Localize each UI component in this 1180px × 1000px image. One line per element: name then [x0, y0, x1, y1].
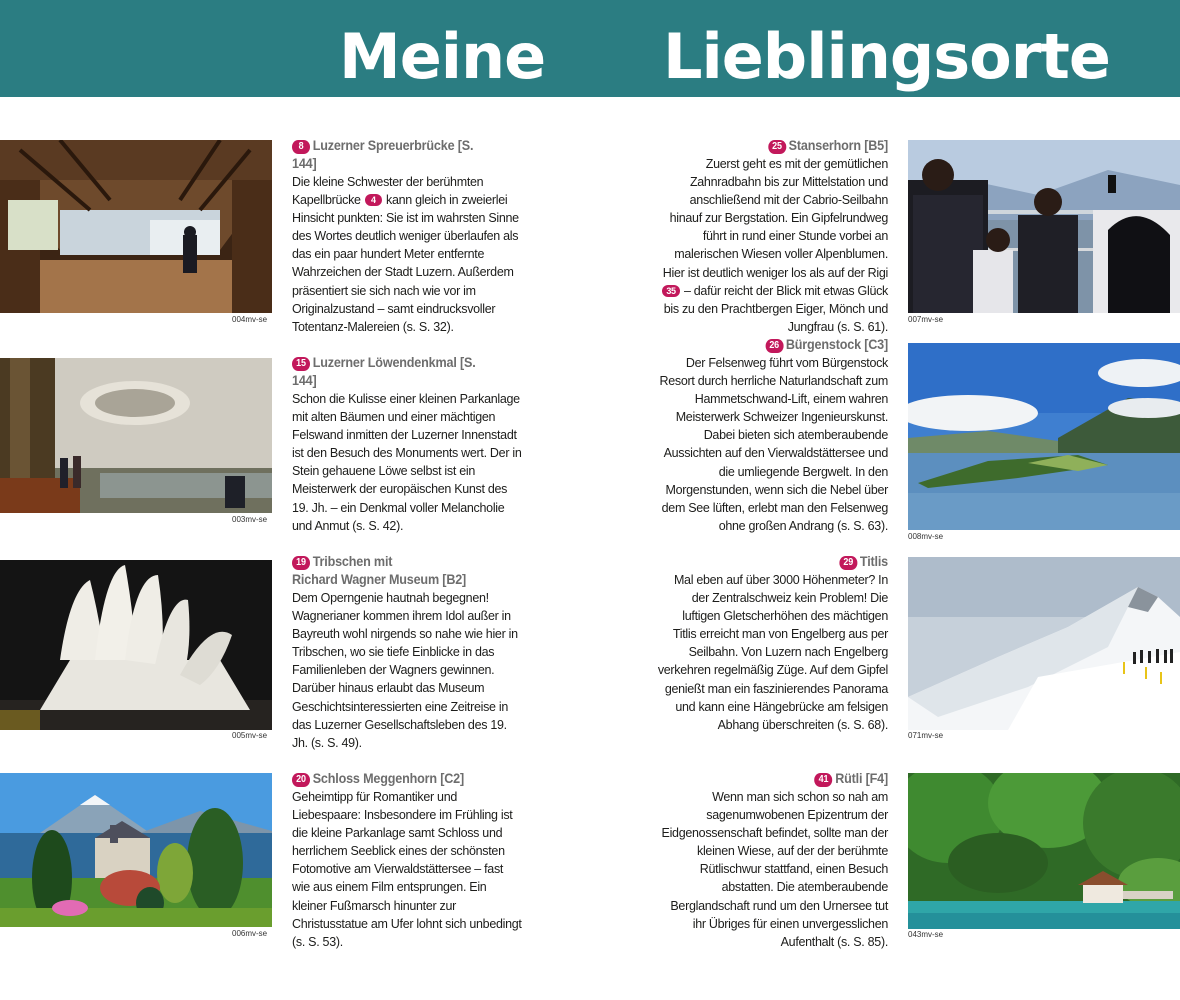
place-number-badge: 29	[839, 556, 857, 570]
photo-credit: 006mv-se	[232, 929, 268, 938]
entry-text-part: Die kleine Schwester der berühmten Kapellbrücke	[292, 175, 484, 208]
photo-credit: 007mv-se	[908, 315, 944, 324]
entry-wagner-museum	[292, 552, 524, 752]
photo-credit: 071mv-se	[908, 731, 944, 740]
entry-title-text: Stanserhorn [B5]	[788, 137, 888, 153]
entry-title	[292, 353, 501, 389]
place-number-badge: 8	[292, 140, 310, 154]
entry-buergenstock	[656, 335, 888, 535]
entry-title-text: Rütli [F4]	[835, 770, 888, 786]
page-title-right: Lieblingsorte	[663, 20, 1110, 93]
entry-title-text: Luzerner Löwendenkmal [S. 144]	[292, 354, 476, 388]
entry-description: Schon die Kulisse einer kleinen Parkanlage mit alten Bäumen und einer mächtigen Felswand inmitten der Luzerner Innenstadt ist den Besuch des Monuments wert. Der in Stein gehauene Löwe selbst ist ein Meisterwerk der europäischen Kunst des 19. Jh. – ein Denkmal voller Melancholie und Anmut (s. S. 42).	[292, 392, 522, 533]
entry-description: Geheimtipp für Romantiker und Liebespaare: Insbesondere im Frühling ist die kleine Parkanlage samt Schloss und herrlichem Seeblick eines der schönsten Fotomotive am Vierwaldstättersee – fast wie aus einem Film entsprungen. Ein kleiner Fußmarsch hinunter zur Christusstatue am Ufer lohnt sich unbedingt (s. S. 53).	[292, 790, 522, 949]
photo-schloss-meggenhorn	[0, 773, 272, 927]
place-number-badge: 41	[815, 773, 833, 787]
entry-text-part: kann gleich in zweierlei Hinsicht punkten: Sie ist im wahrsten Sinne des Wortes deutlich weniger überlaufen als das ein paar hundert Meter entfernte Wahrzeichen der Stadt Luzern. Außerdem präsentiert sie sich nach wie vor im Originalzustand – samt eindrucksvoller Totentanz-Malereien (s. S. 32).	[292, 193, 519, 334]
photo-stanserhorn	[908, 140, 1180, 313]
entry-text-part: – dafür reicht der Blick mit etwas Glück bis zu den Prachtbergen Eiger, Mönch und Jungfrau (s. S. 61).	[663, 283, 888, 334]
entry-loewendenkmal	[292, 353, 524, 535]
entry-title	[679, 552, 888, 570]
reference-badge: 35	[662, 285, 679, 297]
entry-description: Mal eben auf über 3000 Höhenmeter? In der Zentralschweiz kein Problem! Die luftigen Gletscherhöhen des mächtigen Titlis erreicht man von Engelberg aus per Seilbahn. Von Luzern nach Engelberg verkehren regelmäßig Züge. Auf dem Gipfel genießt man ein faszinierendes Panorama und kann eine Hängebrücke am felsigen Abhang überschreiten (s. S. 68).	[657, 573, 888, 732]
photo-credit: 005mv-se	[232, 731, 268, 740]
place-number-badge: 25	[768, 140, 786, 154]
photo-loewendenkmal	[0, 358, 272, 513]
entry-title	[679, 136, 888, 154]
entry-title	[292, 552, 501, 588]
photo-credit: 003mv-se	[232, 515, 268, 524]
reference-badge: 4	[365, 194, 382, 206]
photo-credit: 004mv-se	[232, 315, 268, 324]
entry-title-line2: Richard Wagner Museum [B2]	[292, 571, 467, 587]
entry-title-line1: Tribschen mit	[312, 553, 393, 569]
entry-text-part: Zuerst geht es mit der gemütlichen Zahnradbahn bis zur Mittelstation und anschließend mit der Cabrio-Seilbahn hinauf zur Bergstation. Ein Gipfelrundweg führt in rund einer Stunde vorbei an malerischen Wiesen voller Alpenblumen. Hier ist deutlich weniger los als auf der Rigi	[662, 157, 888, 280]
entry-description: Dem Operngenie hautnah begegnen! Wagnerianer kommen ihrem Idol außer in Bayreuth wohl nirgends so nahe wie hier in Tribschen, wo sie tiefe Einblicke in das Familienleben der Wagners gewinnen. Darüber hinaus erlaubt das Museum Geschichtsinteressierten eine Zeitreise in das Luzerner Gesellschaftsleben des 19. Jh. (s. S. 49).	[292, 591, 518, 750]
entry-title	[292, 136, 501, 172]
place-number-badge: 19	[292, 556, 310, 570]
entry-spreuerbruecke	[292, 136, 524, 336]
place-number-badge: 20	[292, 773, 310, 787]
entry-title-text: Bürgenstock [C3]	[785, 336, 888, 352]
entry-title	[679, 335, 888, 353]
entry-description	[656, 155, 888, 336]
photo-spreuerbruecke	[0, 140, 272, 313]
entry-title	[292, 769, 501, 787]
entry-ruetli	[656, 769, 888, 951]
entry-title-text: Schloss Meggenhorn [C2]	[312, 770, 464, 786]
entry-description: Wenn man sich schon so nah am sagenumwobenen Epizentrum der Eidgenossenschaft befindet, sollte man der kleinen Wiese, auf der der berühmte Rütlischwur stattfand, einen Besuch abstatten. Die atemberaubende Berglandschaft rund um den Urnersee tut ihr Übriges für einen unvergesslichen Aufenthalt (s. S. 85).	[661, 790, 888, 949]
photo-credit: 043mv-se	[908, 930, 944, 939]
entry-description: Der Felsenweg führt vom Bürgenstock Resort durch herrliche Naturlandschaft zum Hammetschwand-Lift, einem wahren Meisterwerk Schweizer Ingenieurskunst. Dabei bieten sich atemberaubende Aussichten auf den Vierwaldstättersee und die umliegende Bergwelt. In den Morgenstunden, wenn sich die Nebel über dem See lüften, erlebt man den Felsenweg ohne großen Andrang (s. S. 63).	[659, 356, 888, 533]
photo-wagner-museum	[0, 560, 272, 730]
page-title-left: Meine	[339, 20, 546, 93]
photo-credit: 008mv-se	[908, 532, 944, 541]
photo-titlis	[908, 557, 1180, 730]
entry-schloss-meggenhorn	[292, 769, 524, 951]
entry-title-text: Luzerner Spreuerbrücke [S. 144]	[292, 137, 474, 171]
photo-buergenstock	[908, 343, 1180, 530]
place-number-badge: 15	[292, 357, 310, 371]
photo-ruetli	[908, 773, 1180, 929]
entry-title	[679, 769, 888, 787]
place-number-badge: 26	[765, 339, 783, 353]
entry-stanserhorn	[656, 136, 888, 336]
entry-title-text: Titlis	[859, 553, 888, 569]
entry-titlis	[656, 552, 888, 734]
header-banner	[0, 0, 1180, 97]
entry-description	[292, 173, 524, 336]
